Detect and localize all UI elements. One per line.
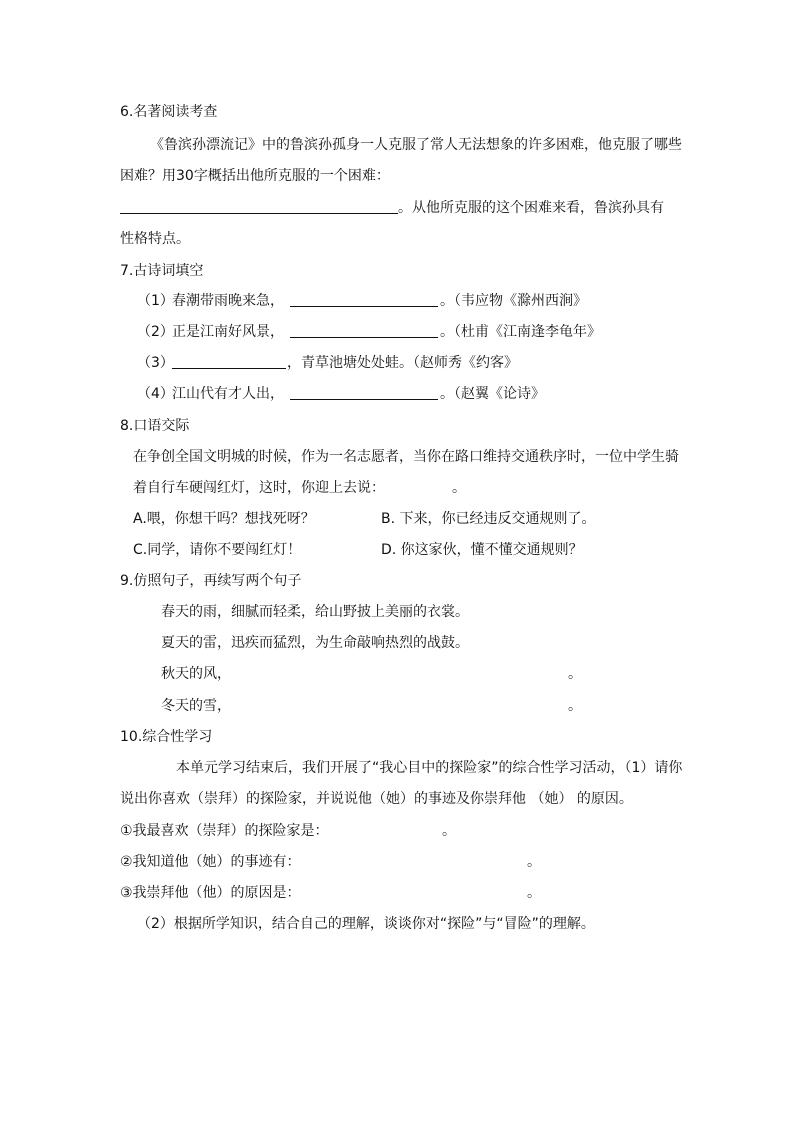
q8-text-line2: 着自行车硬闯红灯，这时，你迎上去说：	[133, 480, 385, 496]
q6-text-line4: 性格特点。	[120, 231, 190, 247]
q8-option-d[interactable]: D. 你这家伙，懂不懂交通规则？	[381, 542, 583, 558]
q8-option-c[interactable]: C.同学，请你不要闯红灯！	[133, 542, 302, 558]
q10-answer3-period: 。	[527, 885, 541, 901]
q6-text-line2: 困难？用30字概括出他所克服的一个困难：	[120, 168, 390, 184]
q8-title: 8.口语交际	[120, 418, 190, 434]
q9-sentence1: 春天的雨，细腻而轻柔，给山野披上美丽的衣裳。	[161, 604, 469, 620]
q8-line2-period: 。	[452, 480, 466, 496]
q7-item4-after: 。（赵翼《论诗》	[440, 386, 545, 402]
q7-item2-before: 正是江南好风景，	[172, 324, 284, 340]
q7-item2-after: 。（杜甫《江南逢李龟年》	[440, 324, 601, 340]
q10-answer2-label: ②我知道他（她）的事迹有：	[120, 854, 301, 870]
q7-item4-before: 江山代有才人出，	[172, 386, 284, 402]
q9-sentence3: 秋天的风，	[161, 666, 231, 682]
q9-sentence4: 冬天的雪，	[161, 698, 231, 714]
q10-answer3-label: ③我崇拜他（他）的原因是：	[120, 885, 301, 901]
q10-title: 10.综合性学习	[120, 729, 213, 745]
q7-item1-before: 春潮带雨晚来急，	[172, 293, 284, 309]
q7-item3-num: （3）	[137, 355, 174, 371]
q8-option-b[interactable]: B. 下来，你已经违反交通规则了。	[381, 511, 596, 527]
q7-item2-num: （2）	[137, 324, 174, 340]
q9-sentence4-period: 。	[568, 698, 582, 714]
q9-sentence2: 夏天的雷，迅疾而猛烈，为生命敲响热烈的战鼓。	[161, 635, 469, 651]
q10-answer2-period: 。	[527, 854, 541, 870]
q7-item1-after: 。（韦应物《滁州西涧》	[440, 293, 587, 309]
q7-title: 7.古诗词填空	[120, 263, 204, 279]
q8-text-line1: 在争创全国文明城的时候，作为一名志愿者，当你在路口维持交通秩序时，一位中学生骑	[133, 449, 679, 465]
q7-item3-after: ，青草池塘处处蛙。（赵师秀《约客》	[287, 355, 518, 371]
q7-item2-blank[interactable]	[290, 337, 438, 338]
q10-answer1-label: ①我最喜欢（崇拜）的探险家是：	[120, 823, 329, 839]
q10-text-line1: 本单元学习结束后，我们开展了“我心目中的探险家”的综合性学习活动，（1）请你	[176, 760, 683, 776]
q8-option-a[interactable]: A.喂，你想干吗？想找死呀？	[133, 511, 315, 527]
q10-part2: （2）根据所学知识，结合自己的理解，谈谈你对“探险”与“冒险”的理解。	[137, 916, 595, 932]
q10-text-line2: 说出你喜欢（崇拜）的探险家，并说说他（她）的事迹及你崇拜他 （她） 的原因。	[120, 791, 633, 807]
q6-answer-blank[interactable]	[120, 213, 398, 214]
q7-item1-num: （1）	[137, 293, 174, 309]
q7-item1-blank[interactable]	[290, 306, 438, 307]
q7-item3-blank[interactable]	[172, 368, 286, 369]
q6-text-line3: 。从他所克服的这个困难来看，鲁滨孙具有	[398, 200, 664, 216]
q6-title: 6.名著阅读考查	[120, 104, 218, 120]
q7-item4-num: （4）	[137, 386, 174, 402]
q7-item4-blank[interactable]	[290, 399, 438, 400]
q9-sentence3-period: 。	[568, 666, 582, 682]
q9-title: 9.仿照句子，再续写两个句子	[120, 573, 302, 589]
q6-text-line1: 《鲁滨孙漂流记》中的鲁滨孙孤身一人克服了常人无法想象的许多困难，他克服了哪些	[150, 137, 682, 153]
q10-answer1-period: 。	[442, 823, 456, 839]
